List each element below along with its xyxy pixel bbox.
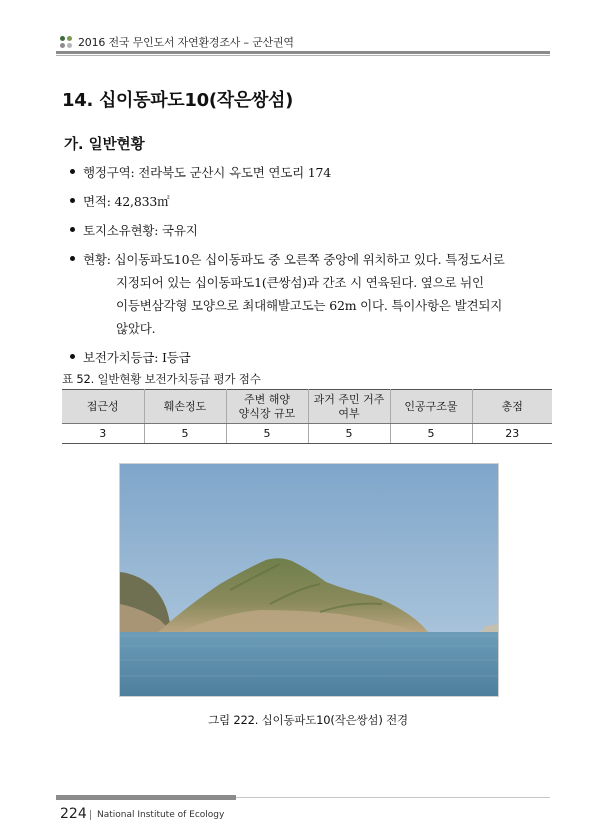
header-line: 양식장 규모	[238, 406, 296, 420]
bullet-ownership	[70, 221, 198, 239]
table-header-cell: 훼손정도	[144, 390, 226, 424]
figure-caption: 그림 222. 십이동파도10(작은쌍섬) 전경	[208, 713, 408, 727]
section-title: 14. 십이동파도10(작은쌍섬)	[62, 90, 294, 111]
table-row	[62, 424, 552, 444]
bullet-icon	[70, 198, 75, 203]
island-photo	[119, 463, 499, 697]
table-header-row	[62, 390, 552, 424]
table-header-cell	[226, 390, 308, 424]
bullet-text: 보전가치등급: Ⅰ등급	[83, 350, 191, 365]
island-photo-drawing	[120, 464, 498, 696]
table-cell: 5	[226, 424, 308, 444]
subsection-title: 가. 일반현황	[64, 137, 145, 153]
bullet-text: 면적: 42,833㎡	[83, 194, 170, 209]
table-header-cell: 접근성	[62, 390, 144, 424]
page-number: 224	[60, 806, 87, 822]
footer-institute: National Institute of Ecology	[97, 810, 225, 820]
header-line: 여부	[338, 406, 360, 420]
table-cell: 5	[390, 424, 472, 444]
header-title: 2016 전국 무인도서 자연환경조사 – 군산권역	[78, 36, 294, 49]
evaluation-table	[62, 389, 552, 444]
table-caption: 표 52. 일반현황 보전가치등급 평가 점수	[62, 372, 261, 386]
table-header-cell: 총점	[472, 390, 552, 424]
status-continuation: 지정되어 있는 십이동파도1(큰쌍섬)과 간조 시 연육된다. 옆으로 뉘인	[116, 275, 484, 290]
table-cell: 23	[472, 424, 552, 444]
bullet-icon	[70, 354, 75, 359]
status-continuation: 이등변삼각형 모양으로 최대해발고도는 62m 이다. 특이사항은 발견되지	[116, 298, 503, 313]
sea	[120, 632, 498, 696]
table-header-cell: 인공구조물	[390, 390, 472, 424]
bullet-text: 행정구역: 전라북도 군산시 옥도면 연도리 174	[83, 165, 332, 180]
header-dot	[67, 36, 72, 41]
header-dots-icon	[60, 36, 73, 49]
header-rule	[56, 51, 550, 54]
running-header	[56, 28, 550, 52]
header-dot	[60, 43, 65, 48]
table-cell: 5	[308, 424, 390, 444]
bullet-area	[70, 192, 169, 210]
footer-bar	[56, 795, 236, 800]
bullet-icon	[70, 227, 75, 232]
bullet-icon	[70, 256, 75, 261]
header-line: 과거 주민 거주	[313, 392, 385, 406]
bullet-icon	[70, 169, 75, 174]
table-cell: 5	[144, 424, 226, 444]
header-line: 주변 해양	[243, 392, 290, 406]
table-cell: 3	[62, 424, 144, 444]
status-continuation: 않았다.	[116, 321, 156, 336]
header-dot	[67, 43, 72, 48]
bullet-grade	[70, 348, 191, 366]
bullet-text: 현황: 십이동파도10은 십이동파도 중 오른쪽 중앙에 위치하고 있다. 특정도서로	[83, 252, 505, 267]
footer-separator	[90, 810, 91, 820]
header-dot	[60, 36, 65, 41]
bullet-admin-region	[70, 163, 331, 181]
bullet-text: 토지소유현황: 국유지	[83, 223, 198, 238]
bullet-status	[70, 250, 505, 268]
table-header-cell	[308, 390, 390, 424]
header-rule-thin	[56, 55, 550, 56]
